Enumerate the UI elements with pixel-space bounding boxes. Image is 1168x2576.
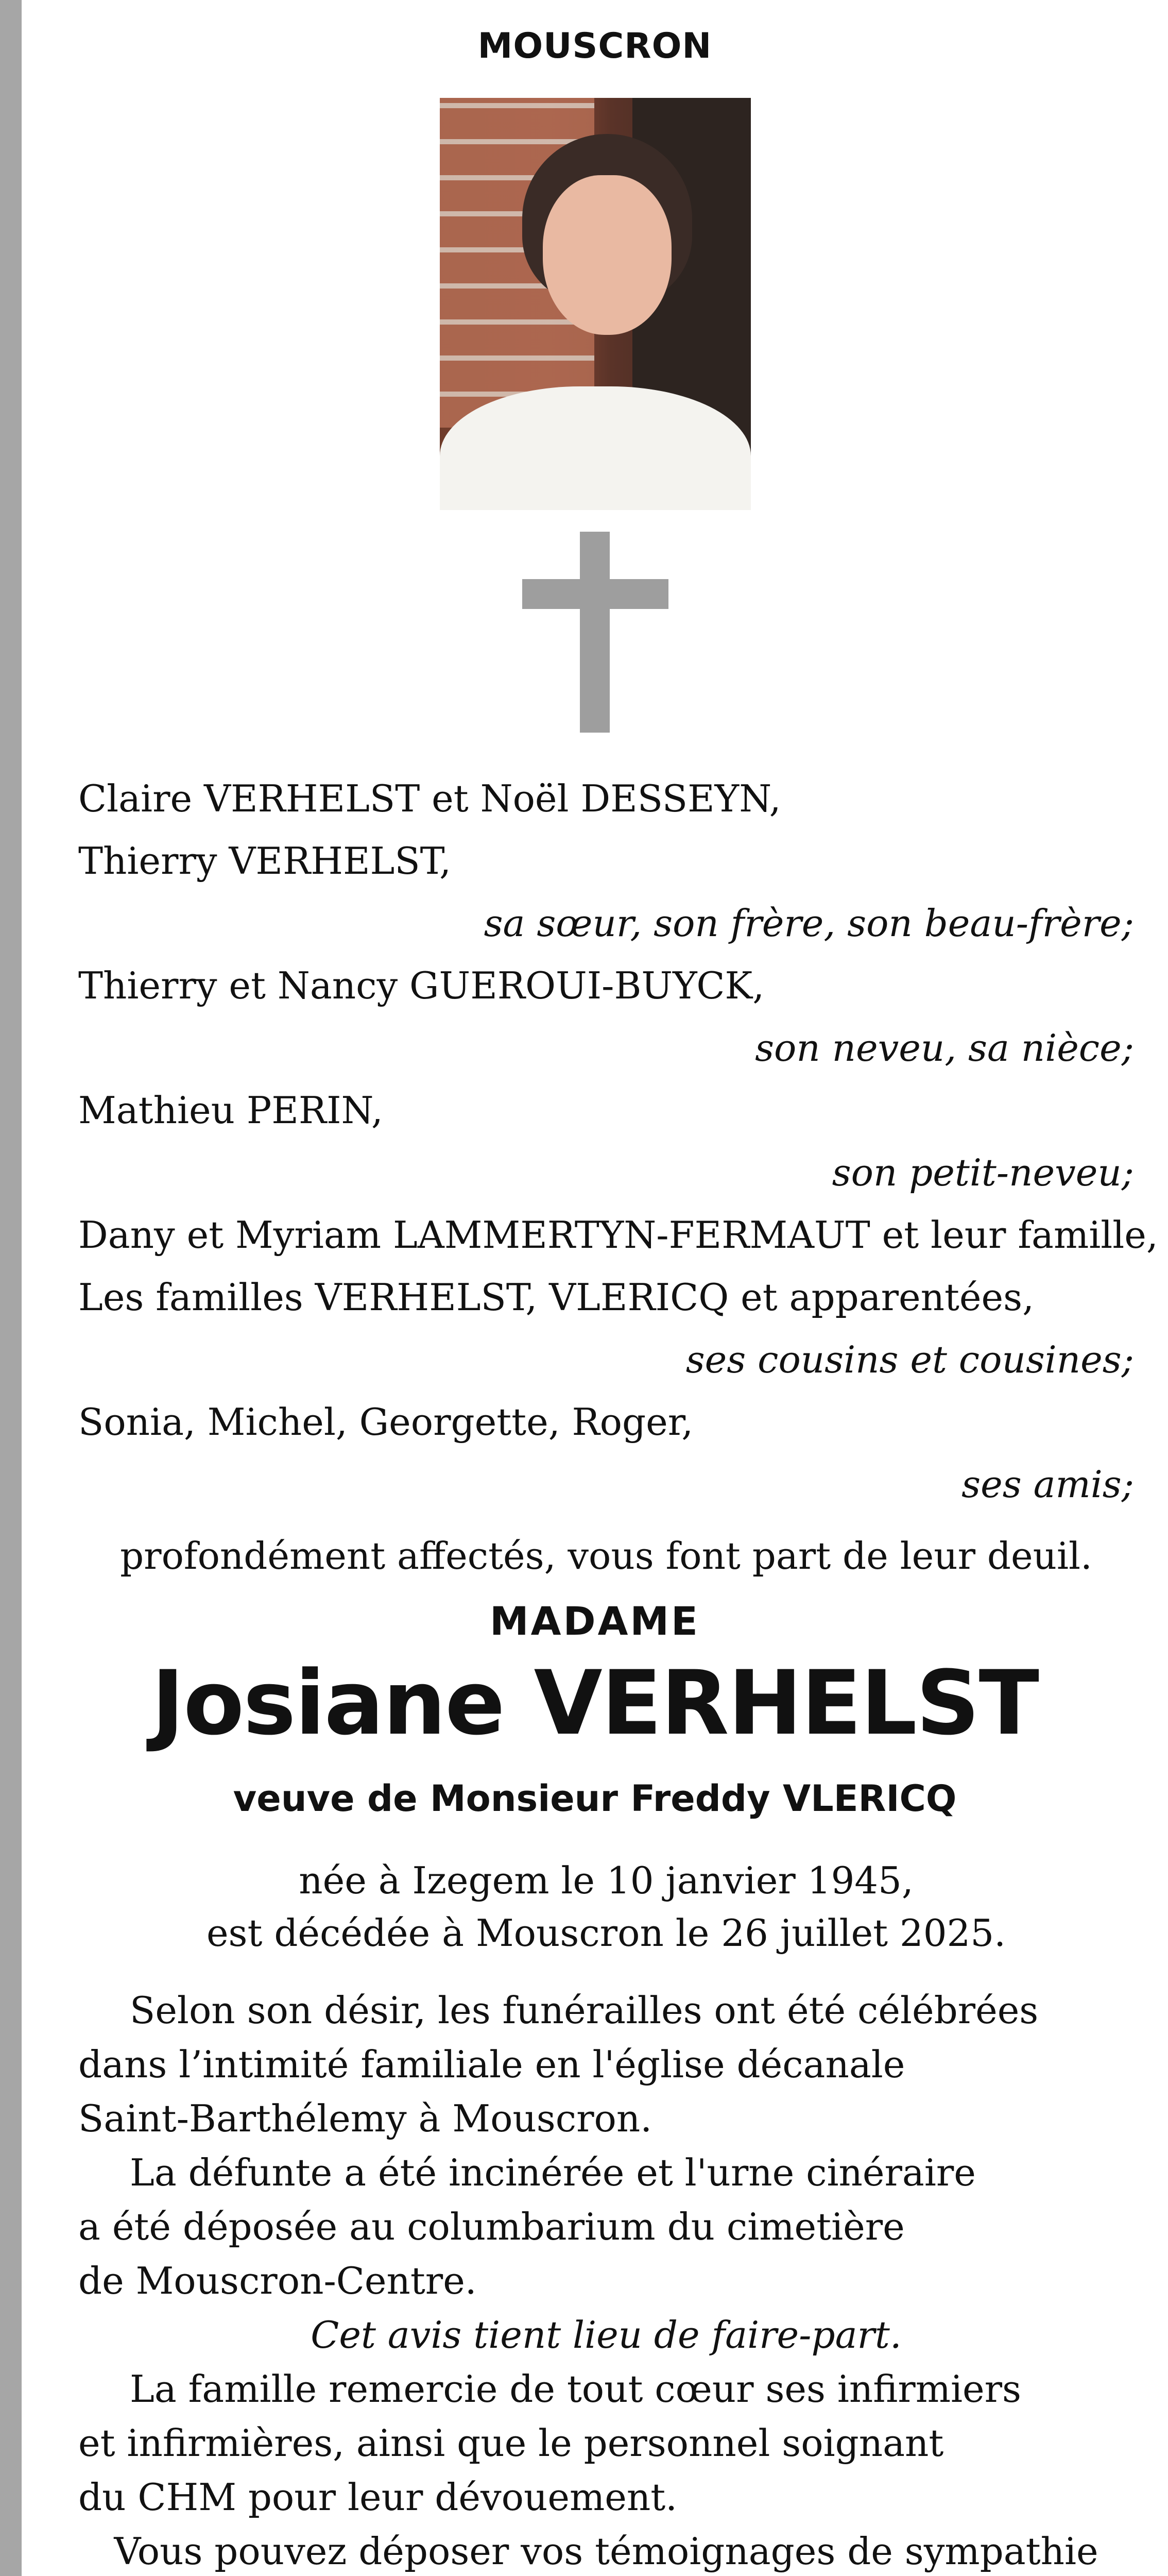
body-line: et infirmières, ainsi que le personnel soignant: [78, 2421, 944, 2465]
left-border: [0, 0, 22, 2576]
relation-line: son petit-neveu;: [832, 1151, 1134, 1194]
body-line: La famille remercie de tout cœur ses infirmiers: [130, 2367, 1021, 2411]
body-line: de Mouscron-Centre.: [78, 2259, 477, 2302]
body-line: Saint-Barthélemy à Mouscron.: [78, 2097, 652, 2140]
deceased-name: Josiane VERHELST: [151, 1651, 1038, 1755]
body-line: Selon son désir, les funérailles ont été célébrées: [130, 1989, 1039, 2032]
body-line: La défunte a été incinérée et l'urne cinéraire: [130, 2151, 976, 2194]
family-line: Mathieu PERIN,: [78, 1089, 383, 1132]
birth-line: née à Izegem le 10 janvier 1945,: [299, 1859, 914, 1902]
family-line: Les familles VERHELST, VLERICQ et apparentées,: [78, 1276, 1034, 1319]
body-line: dans l’intimité familiale en l'église décanale: [78, 2043, 905, 2086]
family-line: Claire VERHELST et Noël DESSEYN,: [78, 777, 781, 820]
family-line: Thierry VERHELST,: [78, 839, 452, 883]
city-header: MOUSCRON: [477, 26, 712, 66]
body-line: du CHM pour leur dévouement.: [78, 2476, 678, 2519]
relation-line: ses amis;: [961, 1463, 1134, 1506]
relation-line: son neveu, sa nièce;: [755, 1026, 1134, 1070]
body-line: a été déposée au columbarium du cimetière: [78, 2205, 905, 2248]
cross-icon: [522, 532, 668, 733]
deuil-line: profondément affectés, vous font part de leur deuil.: [120, 1534, 1092, 1578]
death-line: est décédée à Mouscron le 26 juillet 2025.: [206, 1911, 1006, 1955]
relation-line: sa sœur, son frère, son beau-frère;: [484, 902, 1134, 945]
body-line: Cet avis tient lieu de faire-part.: [311, 2313, 902, 2357]
family-line: Sonia, Michel, Georgette, Roger,: [78, 1400, 694, 1444]
family-line: Dany et Myriam LAMMERTYN-FERMAUT et leur famille,: [78, 1213, 1158, 1257]
family-line: Thierry et Nancy GUEROUI-BUYCK,: [78, 964, 765, 1007]
relation-line: ses cousins et cousines;: [685, 1338, 1134, 1381]
widow-of: veuve de Monsieur Freddy VLERICQ: [233, 1777, 957, 1820]
deceased-title: MADAME: [490, 1598, 700, 1644]
body-line: Vous pouvez déposer vos témoignages de sympathie: [114, 2530, 1098, 2573]
obituary-page: [22, 0, 1168, 2576]
deceased-photo: [440, 98, 751, 510]
